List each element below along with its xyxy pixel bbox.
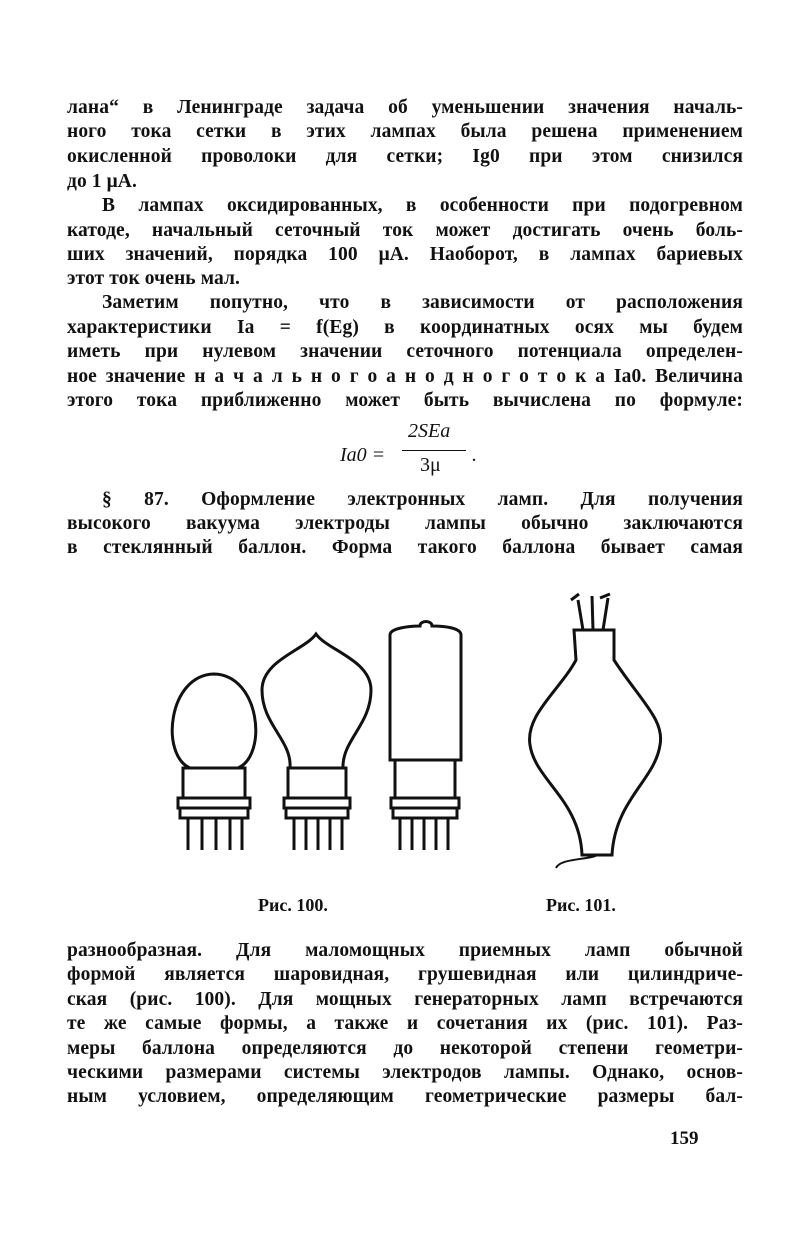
text-line: формой является шаровидная, грушевидная или цилиндриче-: [67, 964, 743, 985]
text-line: ным условием, определяющим геометрические размеры бал-: [67, 1086, 743, 1107]
generator-lamp-illustration: [530, 594, 661, 868]
text-line: ская (рис. 100). Для мощных генераторных ламп встречаются: [67, 989, 743, 1010]
text-line: иметь при нулевом значении сеточного потенциала определен-: [67, 341, 743, 362]
formula-end: .: [472, 444, 477, 466]
cylindrical-lamp-illustration: [390, 622, 461, 851]
text-line: этот ток очень мал.: [67, 268, 240, 289]
section-heading-line: § 87. Оформление электронных ламп. Для получения: [102, 489, 743, 510]
text-line: этого тока приближенно может быть вычислена по формуле:: [67, 390, 743, 411]
text-line: окисленной проволоки для сетки; Ig0 при этом снизился: [67, 146, 743, 167]
formula-numerator: 2SEa: [408, 420, 451, 442]
text-line: разнообразная. Для маломощных приемных ламп обычной: [67, 940, 743, 961]
text-line: ное значение н а ч а л ь н о г о а н о д н о г о т о к а Ia0. Величина: [67, 366, 743, 387]
figure-caption-100: Рис. 100.: [258, 895, 328, 915]
page-number: 159: [670, 1128, 699, 1149]
text-line: в стеклянный баллон. Форма такого баллона бывает самая: [67, 537, 743, 558]
text-line: катоде, начальный сеточный ток может достигать очень боль-: [67, 220, 743, 241]
text-line: до 1 μA.: [67, 171, 137, 192]
spherical-lamp-illustration: [172, 674, 256, 850]
text-line: Заметим попутно, что в зависимости от расположения: [102, 292, 743, 313]
formula-denominator: 3μ: [420, 454, 441, 476]
figure-caption-101: Рис. 101.: [546, 895, 616, 915]
text-line: В лампах оксидированных, в особенности при подогревном: [102, 195, 743, 216]
text-line: ших значений, порядка 100 μA. Наоборот, в лампах бариевых: [67, 244, 743, 265]
text-line: ного тока сетки в этих лампах была решена применением: [67, 121, 743, 142]
text-line: характеристики Ia = f(Eg) в координатных осях мы будем: [67, 317, 743, 338]
text-line: ческими размерами системы электродов лампы. Однако, основ-: [67, 1062, 743, 1083]
formula-lhs: Ia0 =: [340, 444, 386, 466]
text-line: высокого вакуума электроды лампы обычно заключаются: [67, 513, 743, 534]
text-line: те же самые формы, а также и сочетания их (рис. 101). Раз-: [67, 1013, 743, 1034]
text-line: лана“ в Ленинграде задача об уменьшении значения началь-: [67, 97, 743, 118]
text-line: меры баллона определяются до некоторой степени геометри-: [67, 1038, 743, 1059]
pear-lamp-illustration: [262, 634, 371, 850]
